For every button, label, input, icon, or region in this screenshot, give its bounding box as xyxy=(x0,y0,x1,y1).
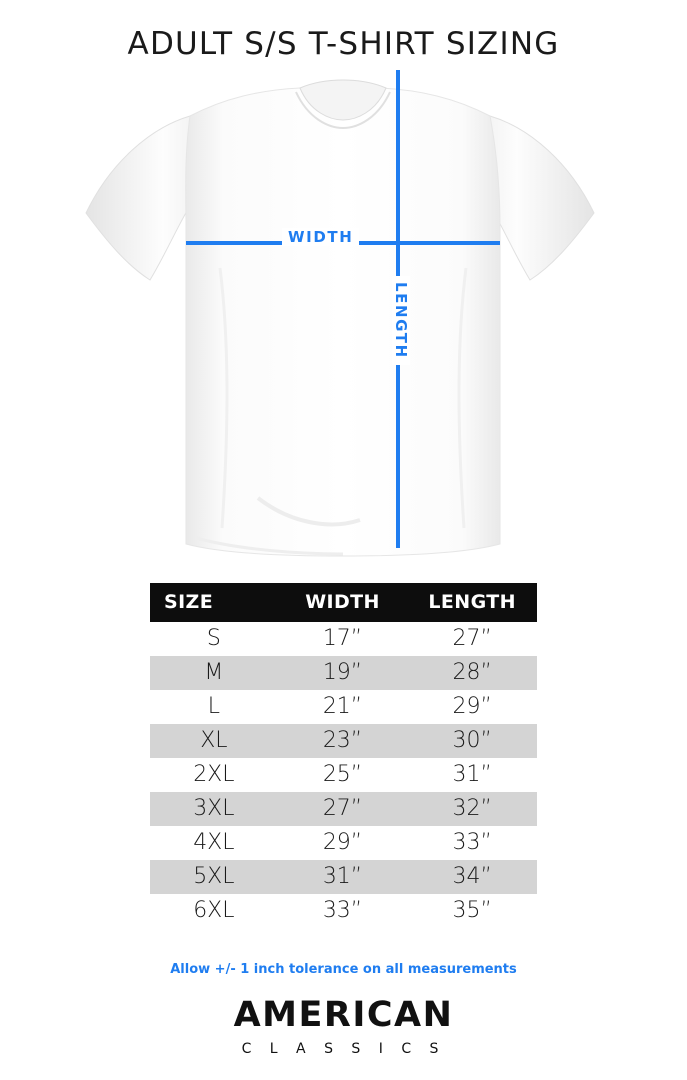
cell-size: 6XL xyxy=(150,894,278,928)
cell-size: S xyxy=(150,622,278,656)
table-header-row xyxy=(150,583,537,622)
table-row xyxy=(150,622,537,656)
cell-length: 33” xyxy=(407,826,537,860)
cell-length: 27” xyxy=(407,622,537,656)
cell-width: 25” xyxy=(278,758,408,792)
table-row xyxy=(150,792,537,826)
size-table xyxy=(150,583,537,928)
cell-length: 31” xyxy=(407,758,537,792)
table-header-length: LENGTH xyxy=(407,583,537,622)
cell-width: 27” xyxy=(278,792,408,826)
cell-size: 5XL xyxy=(150,860,278,894)
brand-name: AMERICAN xyxy=(233,995,454,1035)
cell-size: 2XL xyxy=(150,758,278,792)
cell-size: 4XL xyxy=(150,826,278,860)
cell-width: 29” xyxy=(278,826,408,860)
table-row xyxy=(150,860,537,894)
cell-width: 31” xyxy=(278,860,408,894)
cell-length: 34” xyxy=(407,860,537,894)
cell-size: 3XL xyxy=(150,792,278,826)
cell-length: 35” xyxy=(407,894,537,928)
brand-subtitle: C L A S S I C S xyxy=(241,1041,446,1057)
cell-size: XL xyxy=(150,724,278,758)
cell-size: L xyxy=(150,690,278,724)
table-row xyxy=(150,656,537,690)
cell-width: 21” xyxy=(278,690,408,724)
table-row xyxy=(150,894,537,928)
length-guide-label: LENGTH xyxy=(392,276,410,365)
table-row xyxy=(150,724,537,758)
cell-width: 23” xyxy=(278,724,408,758)
cell-width: 33” xyxy=(278,894,408,928)
table-header-width: WIDTH xyxy=(278,583,408,622)
table-header-size: SIZE xyxy=(150,583,278,622)
brand-logo xyxy=(0,995,687,1057)
tshirt-diagram xyxy=(0,68,687,558)
size-table-container xyxy=(150,583,537,928)
cell-length: 29” xyxy=(407,690,537,724)
cell-length: 32” xyxy=(407,792,537,826)
cell-width: 19” xyxy=(278,656,408,690)
cell-width: 17” xyxy=(278,622,408,656)
table-row xyxy=(150,690,537,724)
cell-length: 28” xyxy=(407,656,537,690)
page-title: ADULT S/S T-SHIRT SIZING xyxy=(127,26,560,62)
cell-size: M xyxy=(150,656,278,690)
width-guide-label: WIDTH xyxy=(282,228,359,246)
cell-length: 30” xyxy=(407,724,537,758)
table-row xyxy=(150,826,537,860)
table-row xyxy=(150,758,537,792)
tshirt-illustration-icon xyxy=(0,68,687,558)
tolerance-note: Allow +/- 1 inch tolerance on all measurements xyxy=(170,962,517,977)
